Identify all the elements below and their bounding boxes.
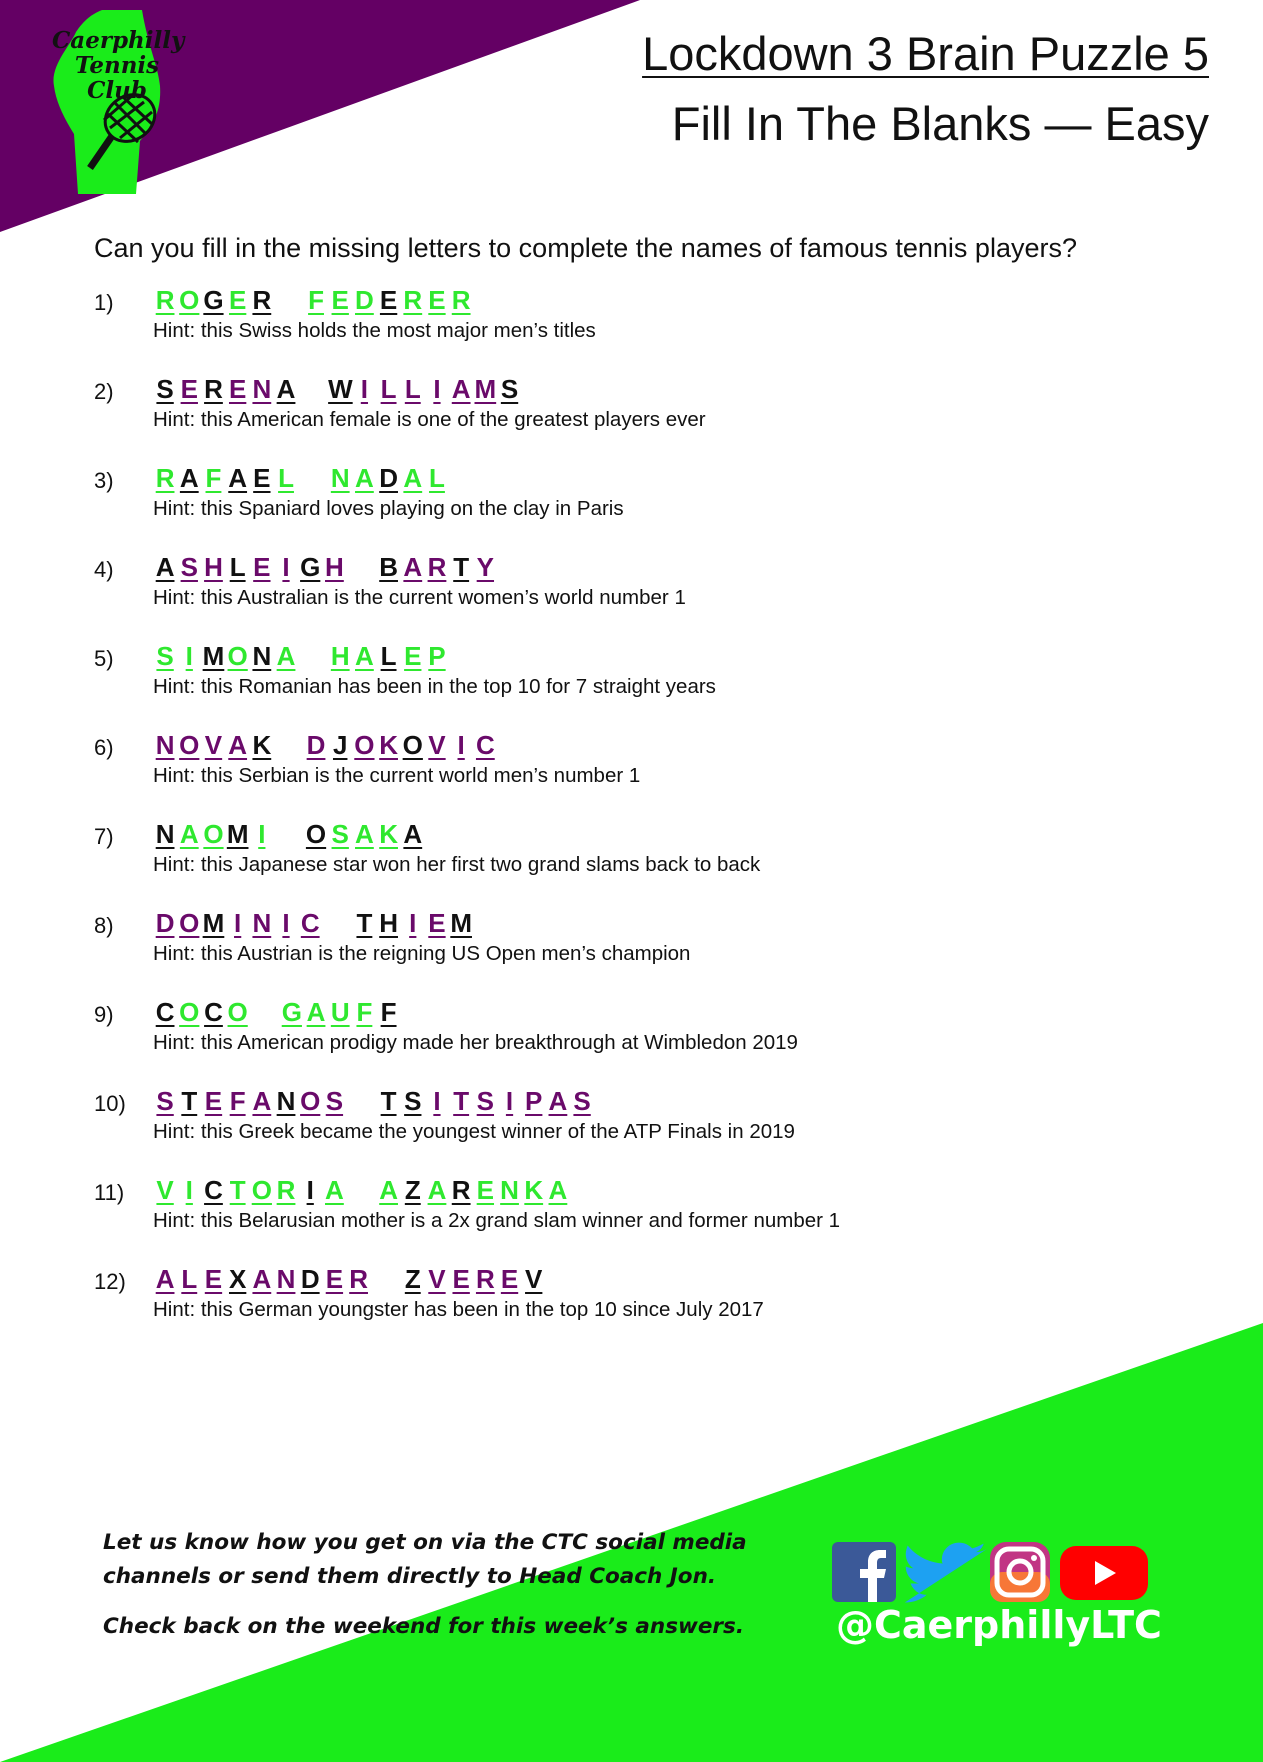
given-letter: T: [356, 908, 373, 938]
missing-letter: S: [325, 1086, 344, 1116]
missing-letter: N: [252, 374, 272, 404]
missing-letter: R: [349, 1264, 368, 1294]
missing-letter: R: [475, 1264, 495, 1294]
missing-letter: R: [155, 285, 175, 315]
missing-letter: E: [204, 1086, 223, 1116]
given-letter: Z: [404, 1264, 421, 1294]
missing-letter: I: [258, 819, 266, 849]
missing-letter: E: [253, 552, 271, 582]
given-letter: R: [204, 374, 223, 404]
missing-letter: I: [433, 1086, 441, 1116]
missing-letter: A: [451, 374, 471, 404]
given-letter: O: [305, 819, 327, 849]
missing-letter: A: [427, 1175, 447, 1205]
missing-letter: S: [573, 1086, 591, 1116]
given-letter: O: [402, 730, 423, 760]
missing-letter: L: [380, 374, 397, 404]
puzzle-hint: Hint: this German youngster has been in the top 10 since July 2017: [153, 1298, 764, 1321]
missing-letter: O: [227, 641, 248, 671]
missing-letter: D: [155, 908, 175, 938]
missing-letter: S: [476, 1086, 495, 1116]
missing-letter: A: [325, 1175, 344, 1205]
puzzle-name-blanks: [153, 282, 473, 318]
footer-line-2: channels or send them directly to Head Coach Jon.: [103, 1564, 717, 1589]
missing-letter: F: [229, 1086, 246, 1116]
missing-letter: R: [427, 552, 447, 582]
missing-letter: I: [234, 908, 242, 938]
puzzle-number: 3): [94, 468, 114, 493]
missing-letter: K: [379, 730, 398, 760]
missing-letter: A: [379, 1175, 398, 1205]
puzzle-number: 2): [94, 379, 114, 404]
missing-letter: R: [451, 285, 471, 315]
missing-letter: O: [203, 819, 224, 849]
missing-letter: R: [403, 285, 423, 315]
given-letter: L: [229, 552, 246, 582]
missing-letter: L: [181, 1264, 198, 1294]
missing-letter: O: [227, 997, 248, 1027]
given-letter: D: [300, 1264, 320, 1294]
puzzle-hint: Hint: this Austrian is the reigning US Open men’s champion: [153, 942, 691, 965]
missing-letter: F: [205, 463, 222, 493]
given-letter: W: [328, 374, 353, 404]
missing-letter: E: [204, 1264, 223, 1294]
instagram-icon[interactable]: [990, 1542, 1050, 1602]
missing-letter: H: [204, 552, 223, 582]
puzzle-hint: Hint: this Serbian is the current world men’s number 1: [153, 764, 641, 787]
given-letter: S: [156, 374, 174, 404]
given-letter: T: [380, 1086, 397, 1116]
footer-line-3: Check back on the weekend for this week’s answers.: [103, 1614, 745, 1639]
twitter-icon[interactable]: [887, 1543, 987, 1606]
missing-letter: N: [330, 463, 350, 493]
missing-letter: A: [155, 1264, 175, 1294]
given-letter: H: [379, 908, 398, 938]
missing-letter: I: [457, 730, 465, 760]
given-letter: L: [380, 641, 397, 671]
missing-letter: E: [228, 285, 247, 315]
given-letter: T: [453, 552, 470, 582]
puzzle-hint: Hint: this Belarusian mother is a 2x grand slam winner and former number 1: [153, 1209, 841, 1232]
missing-letter: V: [204, 730, 223, 760]
given-letter: A: [155, 552, 175, 582]
puzzle-number: 1): [94, 290, 114, 315]
youtube-icon[interactable]: [1060, 1546, 1148, 1600]
given-letter: R: [451, 1175, 471, 1205]
missing-letter: E: [476, 1175, 495, 1205]
missing-letter: R: [155, 463, 175, 493]
page-subtitle: Fill In The Blanks — Easy: [671, 97, 1209, 150]
puzzle-name-blanks: [153, 460, 449, 496]
puzzle-hint: Hint: this Greek became the youngest winner of the ATP Finals in 2019: [153, 1120, 795, 1143]
puzzle-number: 11): [94, 1180, 125, 1205]
missing-letter: V: [428, 1264, 446, 1294]
missing-letter: S: [331, 819, 349, 849]
given-letter: N: [276, 1086, 296, 1116]
missing-letter: P: [428, 641, 446, 671]
puzzle-number: 6): [94, 735, 114, 760]
missing-letter: O: [179, 997, 200, 1027]
given-letter: S: [500, 374, 519, 404]
missing-letter: V: [156, 1175, 174, 1205]
given-letter: Z: [404, 1175, 421, 1205]
missing-letter: D: [355, 285, 374, 315]
missing-letter: T: [453, 1086, 470, 1116]
missing-letter: E: [428, 908, 446, 938]
missing-letter: A: [228, 730, 248, 760]
missing-letter: A: [252, 1264, 272, 1294]
puzzle-number: 12): [94, 1269, 126, 1294]
missing-letter: K: [379, 819, 398, 849]
missing-letter: A: [403, 552, 423, 582]
puzzle-name-blanks: [153, 1261, 546, 1297]
puzzle-hint: Hint: this Romanian has been in the top 10 for 7 straight years: [153, 675, 716, 698]
missing-letter: O: [179, 908, 200, 938]
missing-letter: E: [428, 285, 446, 315]
given-letter: M: [202, 641, 225, 671]
given-letter: R: [252, 285, 272, 315]
missing-letter: I: [185, 641, 193, 671]
missing-letter: E: [404, 641, 422, 671]
missing-letter: C: [300, 908, 320, 938]
given-letter: C: [204, 997, 223, 1027]
missing-letter: A: [306, 997, 326, 1027]
puzzle-number: 9): [94, 1002, 114, 1027]
missing-letter: S: [180, 552, 198, 582]
missing-letter: I: [282, 552, 290, 582]
puzzle-hint: Hint: this Spaniard loves playing on the clay in Paris: [153, 497, 624, 520]
missing-letter: I: [360, 374, 369, 404]
given-letter: N: [155, 819, 175, 849]
missing-letter: I: [505, 1086, 514, 1116]
puzzle-number: 10): [94, 1091, 126, 1116]
given-letter: A: [179, 463, 199, 493]
logo-text: [52, 27, 185, 104]
logo-text-line2: Tennis Club: [74, 52, 160, 104]
missing-letter: O: [179, 730, 200, 760]
given-letter: T: [181, 1086, 198, 1116]
logo-text-line1: Caerphilly: [52, 27, 185, 54]
given-letter: E: [253, 463, 271, 493]
missing-letter: L: [429, 463, 445, 493]
given-letter: F: [380, 997, 397, 1027]
given-letter: C: [204, 1175, 223, 1205]
given-letter: A: [228, 463, 248, 493]
intro-question: Can you fill in the missing letters to complete the names of famous tennis players?: [94, 233, 1077, 263]
missing-letter: N: [252, 908, 272, 938]
missing-letter: I: [185, 1175, 193, 1205]
given-letter: I: [306, 1175, 314, 1205]
puzzle-name-blanks: [153, 1172, 570, 1208]
missing-letter: A: [355, 463, 374, 493]
puzzle-hint: Hint: this American female is one of the greatest players ever: [153, 408, 706, 431]
puzzle-name-blanks: [153, 371, 522, 407]
missing-letter: L: [404, 374, 421, 404]
missing-letter: H: [325, 552, 344, 582]
missing-letter: V: [428, 730, 446, 760]
missing-letter: A: [403, 463, 423, 493]
missing-letter: H: [330, 641, 350, 671]
page-title: Lockdown 3 Brain Puzzle 5: [642, 27, 1209, 80]
missing-letter: N: [500, 1175, 519, 1205]
missing-letter: P: [525, 1086, 543, 1116]
missing-letter: E: [500, 1264, 519, 1294]
social-handle[interactable]: @CaerphillyLTC: [836, 1603, 1162, 1647]
missing-letter: F: [308, 285, 324, 315]
given-letter: S: [404, 1086, 422, 1116]
given-letter: D: [379, 463, 398, 493]
given-letter: G: [300, 552, 321, 582]
given-letter: K: [252, 730, 272, 760]
given-letter: C: [155, 997, 175, 1027]
puzzle-name-blanks: [153, 1083, 594, 1119]
missing-letter: Y: [476, 552, 495, 582]
missing-letter: E: [325, 1264, 344, 1294]
missing-letter: A: [355, 819, 374, 849]
given-letter: J: [332, 730, 348, 760]
missing-letter: C: [475, 730, 495, 760]
puzzle-number: 7): [94, 824, 114, 849]
puzzle-name-blanks: [153, 994, 401, 1030]
social-icons: [832, 1542, 1162, 1606]
facebook-icon[interactable]: [832, 1542, 896, 1602]
puzzle-name-blanks: [153, 638, 449, 674]
missing-letter: A: [548, 1175, 568, 1205]
missing-letter: G: [281, 997, 302, 1027]
puzzle-name-blanks: [153, 727, 497, 763]
missing-letter: L: [278, 463, 294, 493]
missing-letter: E: [228, 374, 247, 404]
given-letter: G: [203, 285, 224, 315]
given-letter: M: [450, 908, 472, 938]
puzzle-hint: Hint: this Japanese star won her first two grand slams back to back: [153, 853, 761, 876]
footer-line-1: Let us know how you get on via the CTC social media: [103, 1530, 747, 1555]
missing-letter: A: [179, 819, 199, 849]
given-letter: M: [202, 908, 225, 938]
given-letter: X: [228, 1264, 247, 1294]
missing-letter: E: [331, 285, 349, 315]
missing-letter: U: [330, 997, 350, 1027]
missing-letter: O: [179, 285, 200, 315]
given-letter: M: [226, 819, 249, 849]
given-letter: B: [379, 552, 398, 582]
missing-letter: R: [276, 1175, 296, 1205]
missing-letter: N: [155, 730, 175, 760]
puzzle-name-blanks: [153, 549, 497, 585]
puzzle-number: 4): [94, 557, 114, 582]
puzzle-hint: Hint: this Swiss holds the most major men’s titles: [153, 319, 596, 342]
missing-letter: A: [276, 641, 296, 671]
missing-letter: O: [251, 1175, 272, 1205]
missing-letter: O: [300, 1086, 321, 1116]
given-letter: A: [276, 374, 296, 404]
missing-letter: E: [180, 374, 198, 404]
missing-letter: O: [354, 730, 375, 760]
puzzle-hint: Hint: this American prodigy made her breakthrough at Wimbledon 2019: [153, 1031, 798, 1054]
missing-letter: K: [524, 1175, 544, 1205]
puzzle-number: 5): [94, 646, 114, 671]
missing-letter: A: [252, 1086, 272, 1116]
puzzle-name-blanks: [153, 816, 425, 852]
missing-letter: T: [229, 1175, 246, 1205]
given-letter: E: [379, 285, 398, 315]
puzzle-hint: Hint: this Australian is the current women’s world number 1: [153, 586, 686, 609]
missing-letter: A: [355, 641, 374, 671]
missing-letter: D: [306, 730, 326, 760]
given-letter: N: [252, 641, 272, 671]
missing-letter: S: [156, 1086, 174, 1116]
missing-letter: N: [276, 1264, 296, 1294]
missing-letter: F: [356, 997, 373, 1027]
missing-letter: M: [474, 374, 497, 404]
missing-letter: A: [548, 1086, 568, 1116]
puzzle-number: 8): [94, 913, 114, 938]
given-letter: V: [525, 1264, 543, 1294]
missing-letter: I: [282, 908, 290, 938]
missing-letter: E: [452, 1264, 470, 1294]
missing-letter: S: [156, 641, 174, 671]
given-letter: A: [403, 819, 423, 849]
missing-letter: I: [433, 374, 441, 404]
puzzle-name-blanks: [153, 905, 473, 941]
missing-letter: I: [409, 908, 417, 938]
